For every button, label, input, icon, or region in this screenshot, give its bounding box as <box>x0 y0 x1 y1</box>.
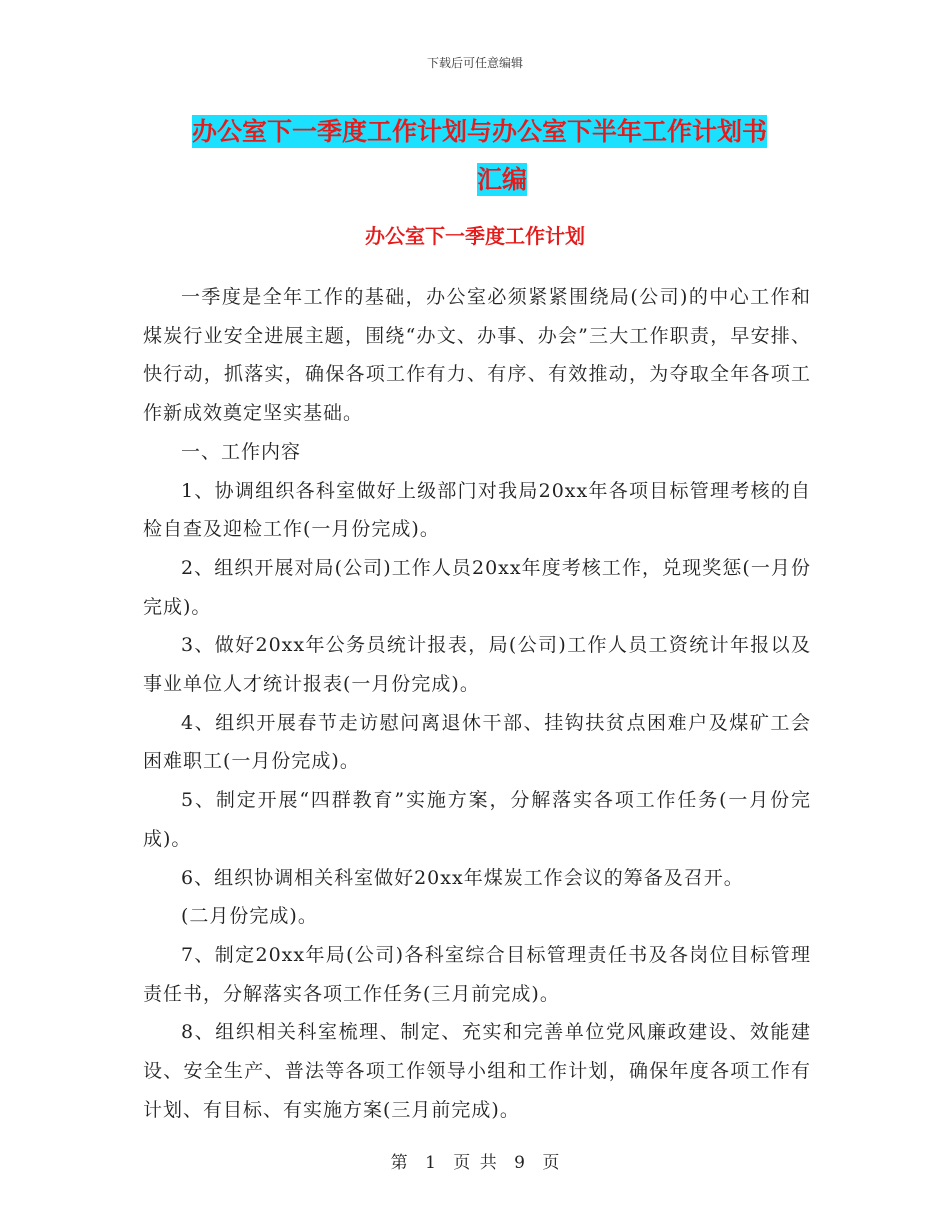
paragraph-intro: 一季度是全年工作的基础，办公室必须紧紧围绕局(公司)的中心工作和煤炭行业安全进展主题，围绕“办文、办事、办会”三大工作职责，早安排、快行动，抓落实，确保各项工作有力、有序、有效推动，为夺取全年各项工作新成效奠定坚实基础。 <box>143 286 811 425</box>
footer-page-number: 1 <box>425 1153 436 1173</box>
paragraph-item-7: 7、制定20xx年局(公司)各科室综合目标管理责任书及各岗位目标管理责任书，分解落实各项工作任务(三月前完成)。 <box>143 943 811 1005</box>
paragraph-item-2: 2、组织开展对局(公司)工作人员20xx年度考核工作，兑现奖惩(一月份完成)。 <box>143 556 811 618</box>
paragraph-heading-work-content: 一、工作内容 <box>181 440 302 463</box>
page-header-note: 下载后可任意编辑 <box>426 56 523 70</box>
footer-middle: 页 共 <box>453 1153 497 1173</box>
title-line-2: 汇编 <box>476 165 527 194</box>
page-footer <box>0 1148 950 1173</box>
paragraph-item-5: 5、制定开展“四群教育”实施方案，分解落实各项工作任务(一月份完成)。 <box>143 789 811 850</box>
paragraph-item-8: 8、组织相关科室梳理、制定、充实和完善单位党风廉政建设、效能建设、安全生产、普法等各项工作领导小组和工作计划，确保年度各项工作有计划、有目标、有实施方案(三月前完成)。 <box>143 1021 811 1121</box>
document-body <box>143 278 811 1129</box>
paragraph-item-3: 3、做好20xx年公务员统计报表，局(公司)工作人员工资统计年报以及事业单位人才统计报表(一月份完成)。 <box>143 634 811 696</box>
paragraph-item-1: 1、协调组织各科室做好上级部门对我局20xx年各项目标管理考核的自检自查及迎检工作(一月份完成)。 <box>143 479 811 541</box>
paragraph-item-6-continued: (二月份完成)。 <box>181 905 318 928</box>
paragraph-item-4: 4、组织开展春节走访慰问离退休干部、挂钩扶贫点困难户及煤矿工会困难职工(一月份完成)。 <box>143 711 811 773</box>
document-title <box>192 112 812 200</box>
footer-total-pages: 9 <box>514 1153 525 1173</box>
section-title: 办公室下一季度工作计划 <box>365 224 585 248</box>
paragraph-item-6: 6、组织协调相关科室做好20xx年煤炭工作会议的筹备及召开。 <box>181 866 744 889</box>
footer-prefix: 第 <box>390 1153 408 1173</box>
title-line-1: 办公室下一季度工作计划与办公室下半年工作计划书 <box>192 117 768 146</box>
footer-suffix: 页 <box>542 1153 560 1173</box>
